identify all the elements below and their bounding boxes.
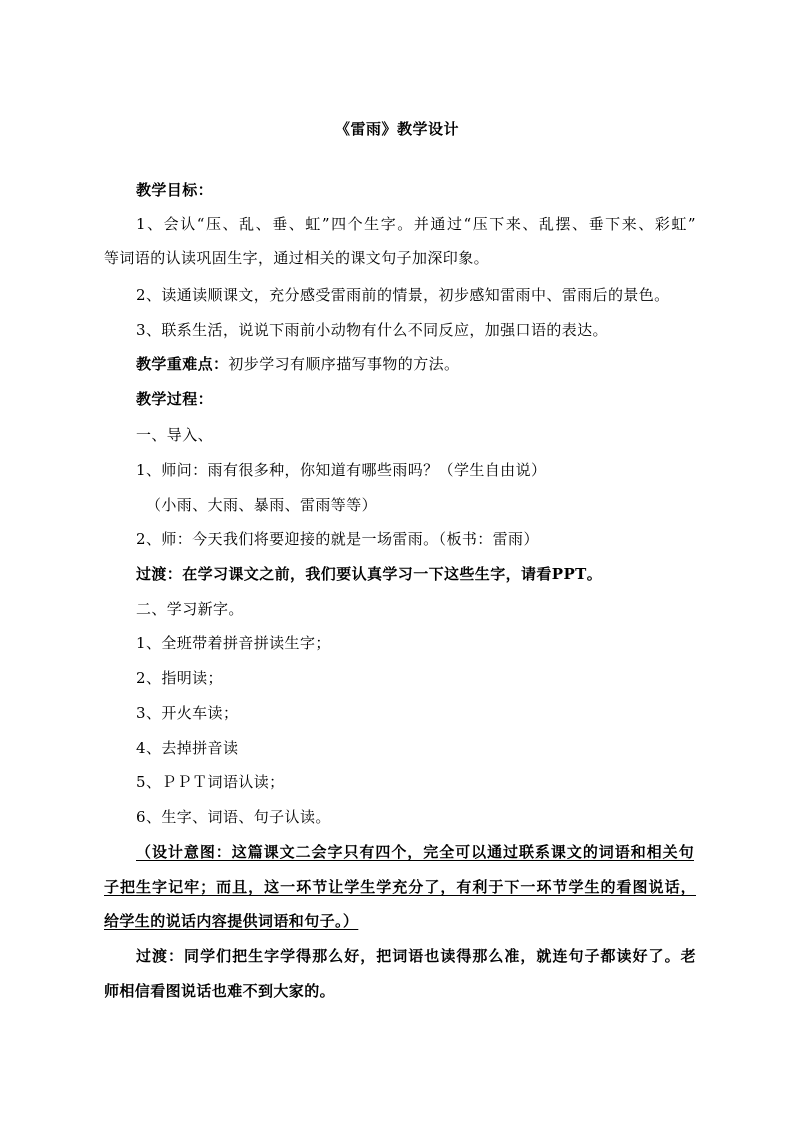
design-intent-line-1: （设计意图：这篇课文二会字只有四个，完全可以通过联系课文的词语和相关句: [136, 843, 694, 861]
key-points-label: 教学重难点：: [136, 355, 229, 373]
step-2-2: 2、指明读；: [136, 669, 223, 687]
transition-2-line-1: 过渡：同学们把生字学得那么好，把词语也读得那么准，就连句子都读好了。老: [136, 947, 696, 965]
step-1-1-answer: （小雨、大雨、暴雨、雷雨等等）: [146, 496, 378, 514]
step-2-4: 4、去掉拼音读: [136, 739, 239, 757]
transition-1: 过渡：在学习课文之前，我们要认真学习一下这些生字，请看PPT。: [136, 565, 603, 583]
step-2-1: 1、全班带着拼音拼读生字；: [136, 634, 331, 652]
document-title: 《雷雨》教学设计: [334, 120, 459, 138]
objective-1-line-2: 等词语的认读巩固生字，通过相关的课文句子加深印象。: [104, 249, 490, 267]
design-intent-line-2: 子把生字记牢；而且，这一环节让学生学充分了，有利于下一环节学生的看图说话，: [104, 878, 696, 896]
objective-1-line-1: 1、会认“压、乱、垂、虹”四个生字。并通过“压下来、乱摆、垂下来、彩虹”: [136, 215, 696, 233]
step-1-1: 1、师问：雨有很多种，你知道有哪些雨吗？（学生自由说）: [136, 461, 547, 479]
key-points: [136, 354, 459, 374]
section-1-heading: 一、导入、: [136, 426, 214, 444]
design-intent-line-3: 给学生的说话内容提供词语和句子。）: [104, 912, 359, 930]
key-points-text: 初步学习有顺序描写事物的方法。: [228, 355, 460, 373]
step-1-2: 2、师：今天我们将要迎接的就是一场雷雨。（板书：雷雨）: [136, 530, 539, 548]
step-2-5: 5、ＰＰＴ词语认读；: [136, 773, 285, 791]
step-2-3: 3、开火车读；: [136, 704, 239, 722]
objective-3: 3、联系生活，说说下雨前小动物有什么不同反应，加强口语的表达。: [136, 321, 608, 339]
transition-2-line-2: 师相信看图说话也难不到大家的。: [104, 982, 336, 1000]
process-heading: 教学过程：: [136, 390, 214, 408]
section-2-heading: 二、学习新字。: [136, 600, 244, 618]
objectives-heading: 教学目标：: [136, 181, 214, 199]
step-2-6: 6、生字、词语、句子认读。: [136, 808, 331, 826]
objective-2: 2、读通读顺课文，充分感受雷雨前的情景，初步感知雷雨中、雷雨后的景色。: [136, 286, 670, 304]
